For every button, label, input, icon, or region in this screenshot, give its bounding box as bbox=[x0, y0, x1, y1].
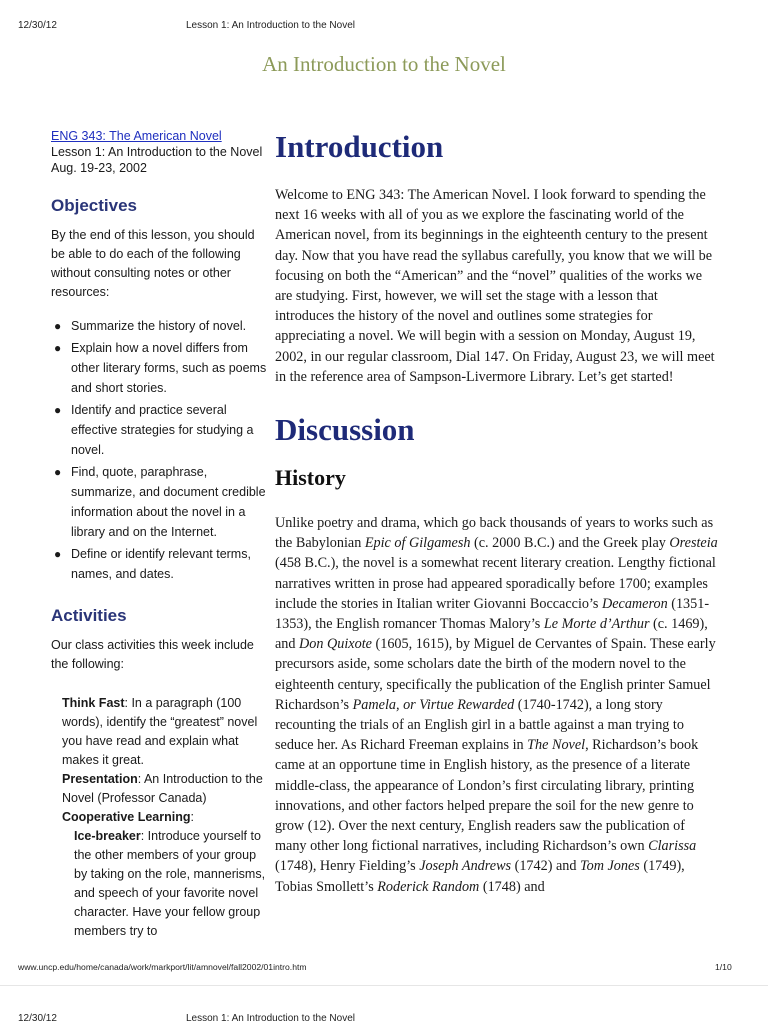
print-header bbox=[0, 0, 768, 40]
sidebar bbox=[51, 128, 269, 941]
activity-text: : In a paragraph (100 words), identify the “greatest” novel you have read and explain what makes it great. bbox=[62, 696, 258, 767]
list-item bbox=[54, 544, 269, 584]
main-content bbox=[275, 128, 720, 897]
list-item bbox=[54, 338, 269, 398]
course-link[interactable]: ENG 343: The American Novel bbox=[51, 129, 222, 143]
print-title: Lesson 1: An Introduction to the Novel bbox=[186, 20, 355, 31]
activity-text: : bbox=[190, 810, 194, 824]
activity-icebreaker bbox=[62, 827, 269, 941]
objective-text: Define or identify relevant terms, names, and dates. bbox=[71, 547, 251, 581]
objective-text: Find, quote, paraphrase, summarize, and document credible information about the novel in a library and on the Internet. bbox=[71, 465, 266, 539]
activity-label: Presentation bbox=[62, 772, 138, 786]
objectives-list bbox=[51, 316, 269, 584]
lesson-dates: Aug. 19-23, 2002 bbox=[51, 161, 147, 175]
bullet-icon: ● bbox=[54, 319, 62, 333]
activity-text: : Introduce yourself to the other members of your group by taking on the role, mannerisms, and speech of your favorite novel character. Have your fellow group members try to bbox=[74, 829, 266, 938]
print-title: Lesson 1: An Introduction to the Novel bbox=[186, 1013, 355, 1024]
history-paragraph: Unlike poetry and drama, which go back thousands of years to works such as the Babylonian Epic of Gilgamesh (c. 2000 B.C.) and the Greek play Oresteia (458 B.C.), the novel is a somewhat recent literary creation. Lengthy fictional narratives written in prose had appeared sporadically before 1700; examples include the stories in Italian writer Giovanni Boccaccio’s Decameron (1351-1353), the English romancer Thomas Malory’s Le Morte d’Arthur (c. 1469), and Don Quixote (1605, 1615), by Miguel de Cervantes of Spain. These early precursors aside, some scholars date the birth of the modern novel to the eighteenth century, specifically the publication of the English printer Samuel Richardson’s Pamela, or Virtue Rewarded (1740-1742), a long story recounting the trials of an English girl in a battle against a man trying to seduce her. As Richard Freeman explains in The Novel, Richardson’s book came at an opportune time in English history, as the presence of a literate middle-class, the appearance of London’s first circulating library, printing innovations, and other factors helped prepare the soil for the new genre to grow (12). Over the next century, English readers saw the publication of many other long fictional narratives, including Richardson’s own Clarissa (1748), Henry Fielding’s Joseph Andrews (1742) and Tom Jones (1749), Tobias Smollett’s Roderick Random (1748) and bbox=[275, 515, 718, 895]
bullet-icon: ● bbox=[54, 547, 62, 561]
activities-intro: Our class activities this week include the following: bbox=[51, 638, 254, 671]
objective-text: Identify and practice several effective strategies for studying a novel. bbox=[71, 403, 254, 457]
bullet-icon: ● bbox=[54, 341, 62, 355]
activity-label: Cooperative Learning bbox=[62, 810, 191, 824]
footer-url: www.uncp.edu/home/canada/work/markport/lit/amnovel/fall2002/01intro.htm bbox=[18, 962, 307, 972]
activity-presentation bbox=[62, 770, 269, 808]
lesson-line: Lesson 1: An Introduction to the Novel bbox=[51, 145, 263, 159]
list-item bbox=[54, 462, 269, 542]
introduction-paragraph: Welcome to ENG 343: The American Novel. I look forward to spending the next 16 weeks with all of you as we explore the fascinating world of the American novel, from its beginnings in the eighteenth century to the present day. Now that you have read the syllabus carefully, you know that we will be focusing on both the “American” and the “novel” qualities of the works we are studying. First, however, we will set the stage with a lesson that introduces the history of the novel and outlines some strategies for appreciating a novel. We will begin with a session on Monday, August 19, 2002, in our regular classroom, Dial 147. On Friday, August 23, we will meet in the reference area of Sampson-Livermore Library. Let’s get started! bbox=[275, 187, 715, 385]
objective-text: Summarize the history of novel. bbox=[71, 319, 247, 333]
activity-think-fast bbox=[62, 694, 269, 770]
page-divider bbox=[0, 985, 768, 986]
discussion-heading: Discussion bbox=[275, 412, 415, 448]
page-title: An Introduction to the Novel bbox=[262, 52, 506, 76]
bullet-icon: ● bbox=[54, 403, 62, 417]
activities-heading: Activities bbox=[51, 606, 127, 625]
objectives-heading: Objectives bbox=[51, 196, 137, 215]
objectives-intro: By the end of this lesson, you should be able to do each of the following without consulting notes or other resources: bbox=[51, 228, 255, 299]
objective-text: Explain how a novel differs from other literary forms, such as poems and short stories. bbox=[71, 341, 267, 395]
activity-label: Ice-breaker bbox=[74, 829, 141, 843]
list-item bbox=[54, 316, 269, 336]
history-heading: History bbox=[275, 465, 346, 491]
page-number: 1/10 bbox=[715, 962, 732, 972]
bullet-icon: ● bbox=[54, 465, 62, 479]
list-item bbox=[54, 400, 269, 460]
print-date: 12/30/12 bbox=[18, 1013, 57, 1024]
activity-label: Think Fast bbox=[62, 696, 125, 710]
introduction-heading: Introduction bbox=[275, 129, 444, 164]
activities-list bbox=[51, 694, 269, 941]
print-date: 12/30/12 bbox=[18, 20, 57, 31]
activity-cooperative-learning bbox=[62, 808, 269, 827]
activity-text: : An Introduction to the Novel (Professor Canada) bbox=[62, 772, 263, 805]
